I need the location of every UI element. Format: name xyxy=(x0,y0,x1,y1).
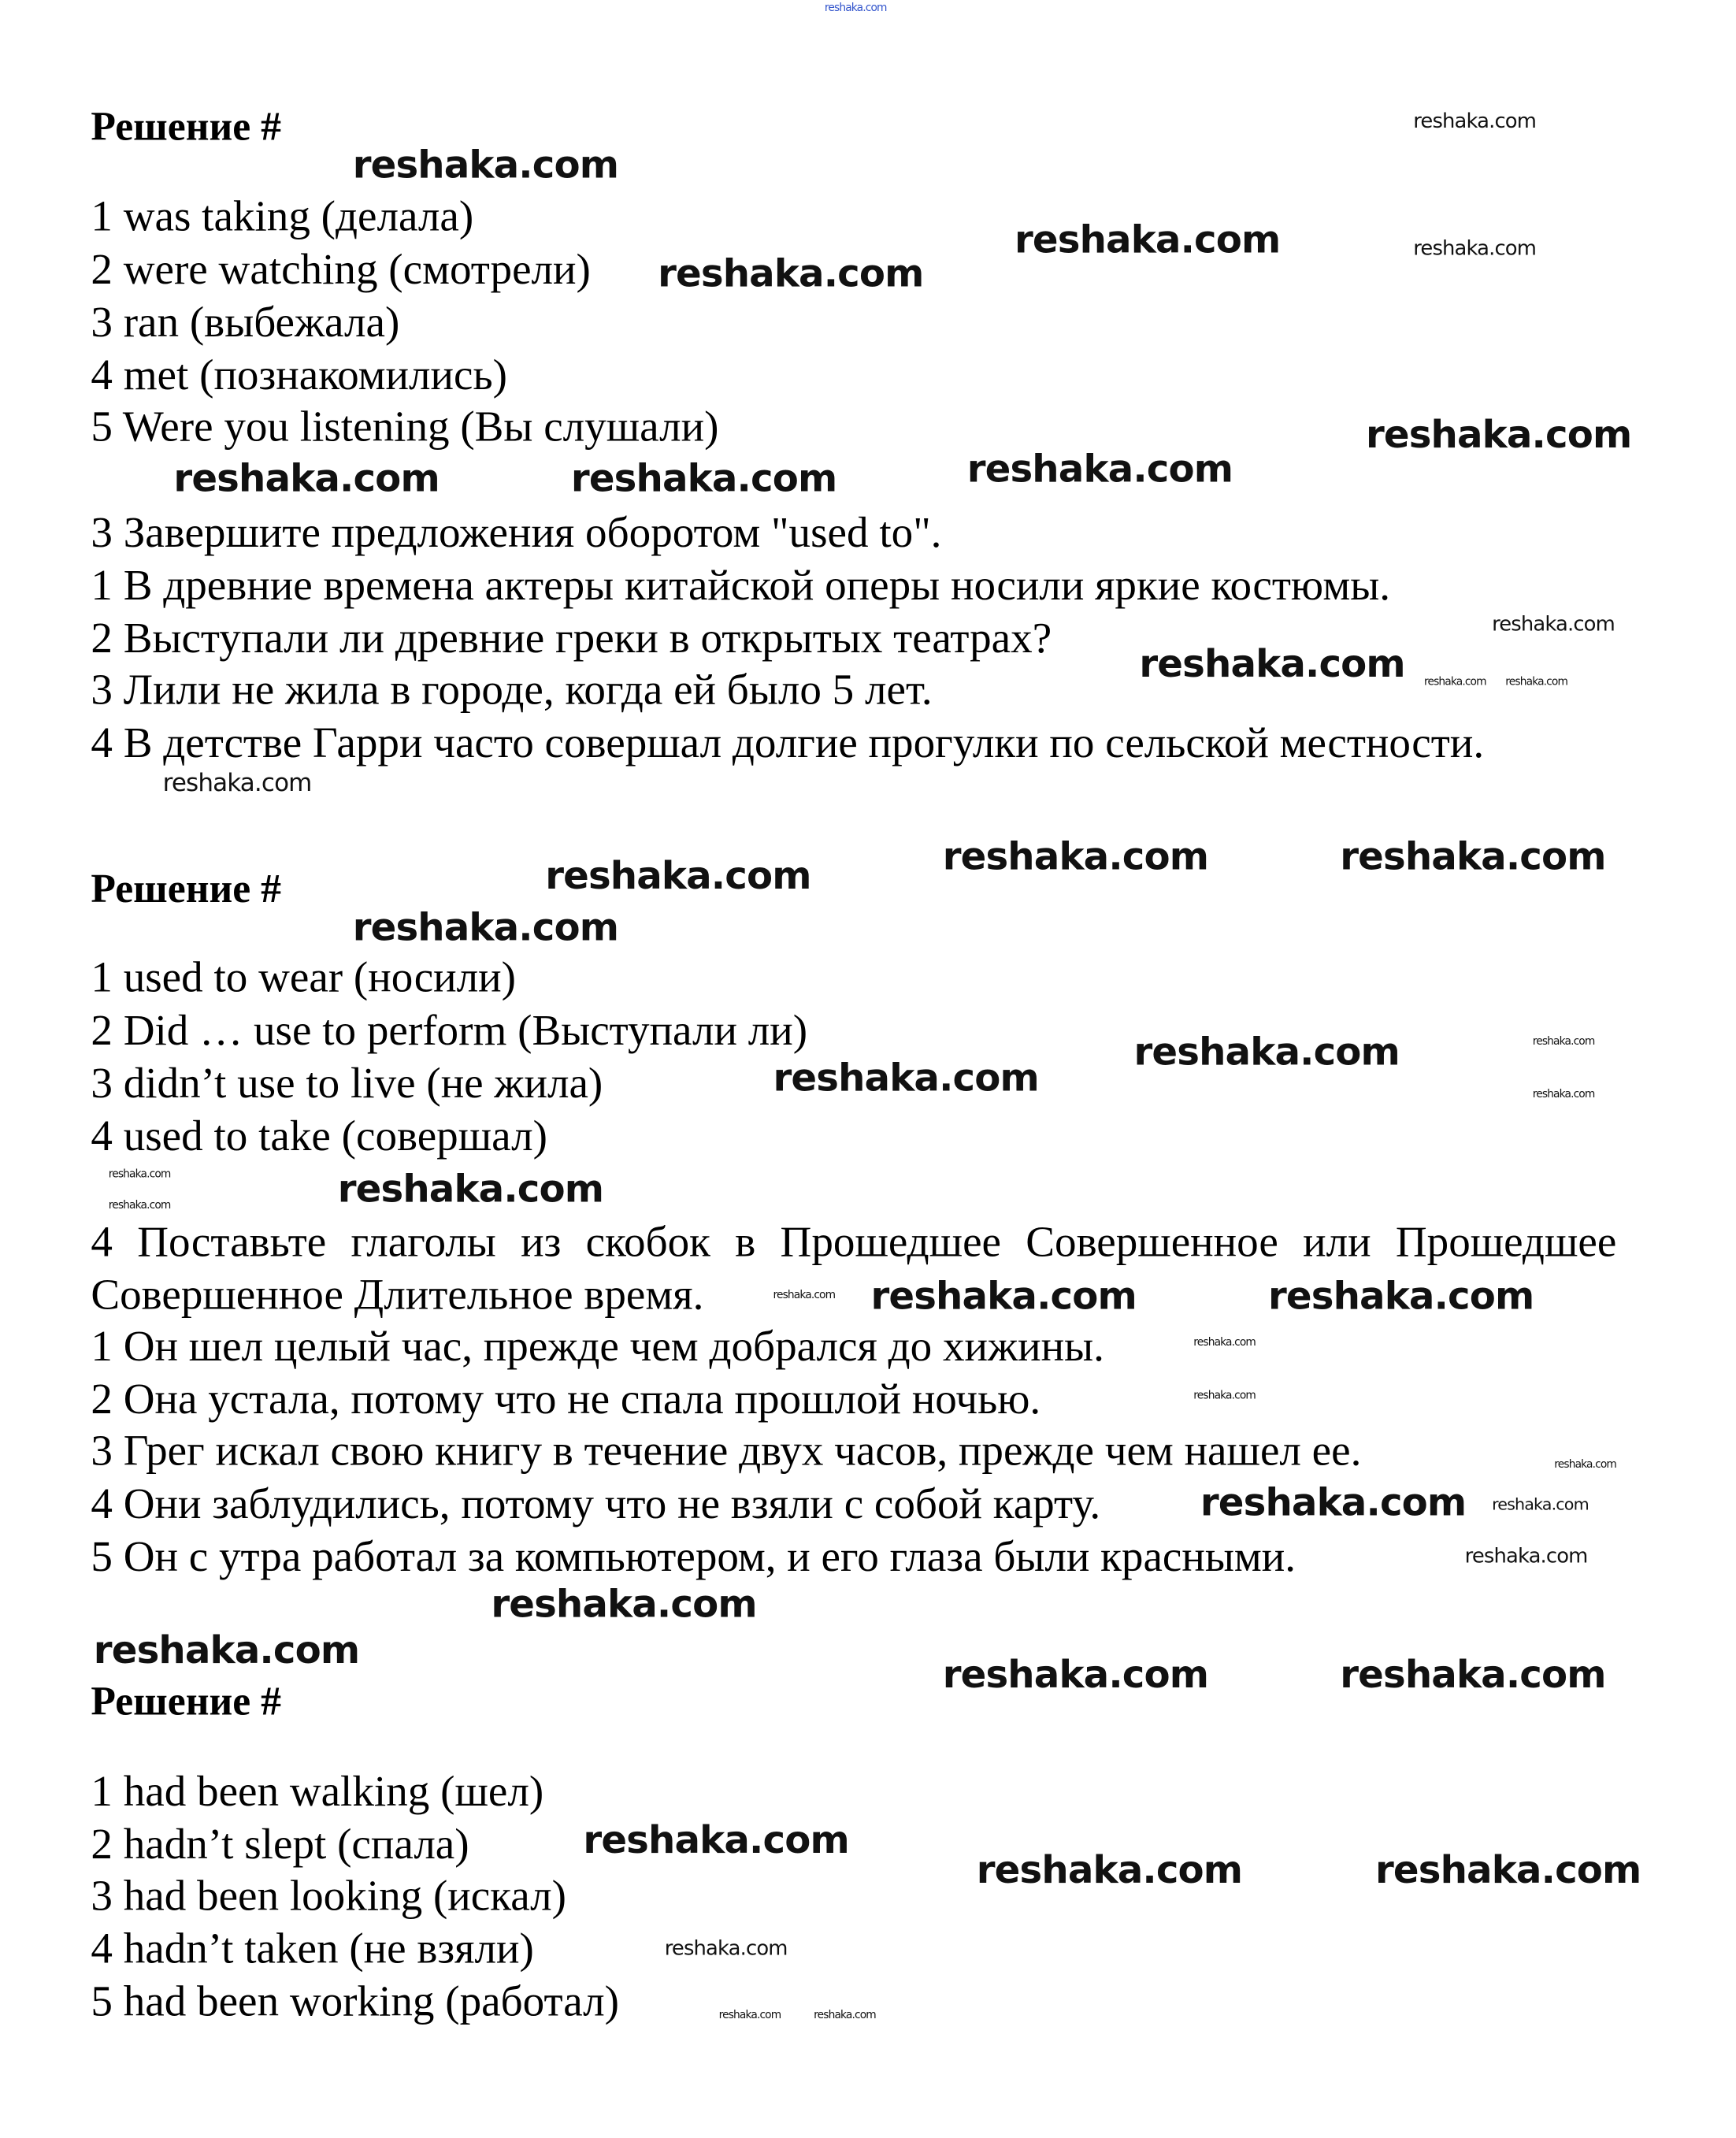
word: или xyxy=(1303,1216,1371,1266)
answer-line: 2 Did … use to perform (Выступали ли) xyxy=(91,1004,808,1054)
watermark: reshaka.com xyxy=(1492,1494,1589,1514)
watermark: reshaka.com xyxy=(1200,1479,1467,1525)
watermark: reshaka.com xyxy=(1413,108,1537,133)
watermark: reshaka.com xyxy=(93,1628,360,1673)
answer-line: 1 had been walking (шел) xyxy=(91,1765,544,1815)
watermark: reshaka.com xyxy=(773,1055,1039,1101)
watermark: reshaka.com xyxy=(108,1167,171,1181)
answer-line: 2 hadn’t slept (спала) xyxy=(91,1819,469,1869)
watermark: reshaka.com xyxy=(173,455,440,501)
solution-heading-3: Решение # xyxy=(91,1679,281,1724)
solution-heading-2: Решение # xyxy=(91,867,281,912)
word: из xyxy=(521,1216,562,1266)
word: Прошедшее xyxy=(1395,1216,1617,1266)
watermark: reshaka.com xyxy=(1492,611,1615,637)
watermark: reshaka.com xyxy=(1532,1087,1595,1101)
word: Совершенное xyxy=(1026,1216,1278,1266)
task-4-title-line-1 xyxy=(91,1217,1616,1266)
answer-line: 2 were watching (смотрели) xyxy=(91,243,591,293)
watermark: reshaka.com xyxy=(942,1652,1209,1698)
watermark: reshaka.com xyxy=(1554,1458,1616,1471)
watermark: reshaka.com xyxy=(162,769,312,798)
watermark: reshaka.com xyxy=(1532,1034,1595,1048)
watermark: reshaka.com xyxy=(1464,1543,1588,1568)
watermark: reshaka.com xyxy=(1267,1273,1534,1319)
word: глаголы xyxy=(351,1216,496,1266)
watermark: reshaka.com xyxy=(337,1166,604,1212)
watermark: reshaka.com xyxy=(814,2009,876,2021)
watermark: reshaka.com xyxy=(976,1847,1243,1893)
watermark: reshaka.com xyxy=(1193,1336,1256,1349)
watermark: reshaka.com xyxy=(1365,412,1632,458)
watermark: reshaka.com xyxy=(1139,641,1405,687)
watermark: reshaka.com xyxy=(491,1581,757,1627)
watermark: reshaka.com xyxy=(352,904,619,950)
watermark: reshaka.com xyxy=(1505,675,1568,689)
watermark: reshaka.com xyxy=(352,142,619,187)
watermark: reshaka.com xyxy=(658,251,924,296)
watermark: reshaka.com xyxy=(1193,1389,1256,1401)
watermark: reshaka.com xyxy=(1423,675,1486,689)
answer-line: 1 used to wear (носили) xyxy=(91,952,516,1001)
watermark: reshaka.com xyxy=(824,1,887,14)
watermark: reshaka.com xyxy=(1133,1029,1400,1075)
answer-line: 4 met (познакомились) xyxy=(91,350,507,399)
watermark: reshaka.com xyxy=(545,853,811,898)
answer-line: 4 hadn’t taken (не взяли) xyxy=(91,1923,534,1973)
task-line: 5 Он с утра работал за компьютером, и его глаза были красными. xyxy=(91,1531,1296,1581)
watermark: reshaka.com xyxy=(773,1288,836,1301)
task-4-title-line-2: Совершенное Длительное время. xyxy=(91,1269,704,1319)
answer-line: 5 Were you listening (Вы слушали) xyxy=(91,401,719,451)
answer-line: 1 was taking (делала) xyxy=(91,191,474,240)
answer-line: 3 ran (выбежала) xyxy=(91,297,400,347)
watermark: reshaka.com xyxy=(1340,1652,1606,1698)
task-3-title: 3 Завершите предложения оборотом "used to". xyxy=(91,507,942,556)
watermark: reshaka.com xyxy=(1375,1847,1641,1893)
watermark: reshaka.com xyxy=(966,446,1233,492)
answer-line: 4 used to take (совершал) xyxy=(91,1111,547,1160)
task-line: 2 Выступали ли древние греки в открытых театрах? xyxy=(91,613,1052,663)
watermark: reshaka.com xyxy=(664,1936,788,1961)
watermark: reshaka.com xyxy=(942,833,1209,879)
task-line: 4 Они заблудились, потому что не взяли с собой карту. xyxy=(91,1478,1101,1527)
task-line: 1 Он шел целый час, прежде чем добрался до хижины. xyxy=(91,1321,1104,1371)
watermark: reshaka.com xyxy=(583,1817,849,1863)
answer-line: 5 had been working (работал) xyxy=(91,1976,619,2025)
word: Прошедшее xyxy=(780,1216,1001,1266)
answer-line: 3 had been looking (искал) xyxy=(91,1870,566,1920)
task-line: 4 В детстве Гарри часто совершал долгие прогулки по сельской местности. xyxy=(91,717,1485,766)
task-line: 2 Она устала, потому что не спала прошлой ночью. xyxy=(91,1374,1041,1423)
task-line: 3 Лили не жила в городе, когда ей было 5 лет. xyxy=(91,664,933,714)
watermark: reshaka.com xyxy=(870,1273,1137,1319)
word: скобок xyxy=(585,1216,710,1266)
watermark: reshaka.com xyxy=(1413,236,1537,261)
word: в xyxy=(735,1216,756,1266)
watermark: reshaka.com xyxy=(1340,833,1606,879)
watermark: reshaka.com xyxy=(718,2009,781,2021)
word: Поставьте xyxy=(137,1216,327,1266)
task-line: 3 Грег искал свою книгу в течение двух часов, прежде чем нашел ее. xyxy=(91,1425,1362,1475)
watermark: reshaka.com xyxy=(570,455,837,501)
word: 4 xyxy=(91,1216,113,1266)
watermark: reshaka.com xyxy=(1014,217,1281,262)
answer-line: 3 didn’t use to live (не жила) xyxy=(91,1058,603,1108)
watermark: reshaka.com xyxy=(108,1199,171,1212)
task-line: 1 В древние времена актеры китайской оперы носили яркие костюмы. xyxy=(91,560,1391,610)
solution-heading-1: Решение # xyxy=(91,104,281,150)
